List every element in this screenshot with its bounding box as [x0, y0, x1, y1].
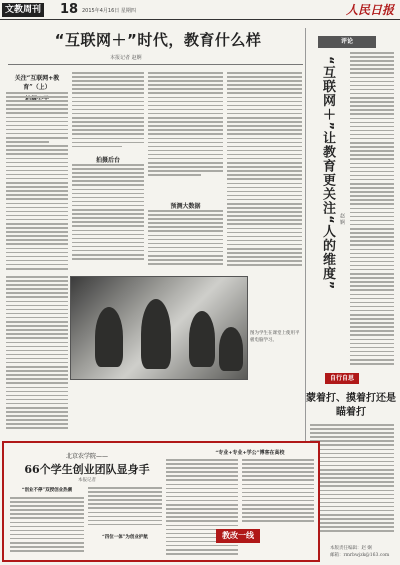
photo-figure [95, 307, 123, 367]
feature-title: 66个学生创业团队显身手 [24, 463, 150, 476]
lead-column-1 [6, 70, 68, 270]
section-tag: 文教周刊 [2, 3, 44, 17]
lead-headline: “互联网＋”时代，教育什么样 [54, 31, 262, 49]
section-heading: 关注“互联网+教育”（上） [14, 75, 60, 91]
issue-date: 2015年4月16日 星期四 [82, 8, 136, 14]
article-body [148, 210, 223, 267]
article-body [72, 72, 144, 150]
column-body [350, 52, 394, 370]
feature-column-2 [88, 487, 162, 559]
masthead [0, 0, 400, 20]
feature-kicker: 北京农学院—— [65, 453, 108, 460]
feature-column-1 [10, 487, 84, 559]
photo-figure [189, 311, 215, 367]
section-heading: “四位一体”为创业护航 [102, 535, 148, 540]
article-body [148, 72, 223, 178]
article-body [6, 92, 68, 270]
page-number: 18 [60, 2, 79, 17]
headline-rule [8, 64, 303, 65]
article-body [227, 72, 302, 269]
feature-column-3 [166, 459, 238, 559]
feature-badge: 教改一线 [216, 529, 260, 543]
article-body [72, 164, 144, 262]
photo-figure [219, 327, 243, 371]
lead-column-4 [227, 70, 302, 270]
article-body [6, 276, 68, 432]
sidebar-title: 蒙着打、摸着打还是瞄着打 [306, 393, 396, 418]
news-photo [70, 276, 248, 380]
sidebar-body [310, 424, 394, 540]
feature-author: 本报记者 [78, 478, 96, 483]
lead-column-1-lower [6, 276, 68, 436]
section-heading: 拍摄后台 [95, 157, 120, 164]
lead-byline: 本报记者 赵婀 [110, 55, 142, 61]
photo-figure [141, 299, 171, 369]
column-tag: 评论 [318, 36, 376, 48]
page-contact [330, 545, 389, 559]
column-author: 赵 婀 [339, 213, 345, 225]
section-heading: “创业不停”双授创业热潮 [21, 488, 73, 493]
section-heading: 预测大数据 [170, 203, 201, 210]
lead-column-2 [72, 70, 144, 270]
lead-column-3 [148, 70, 223, 270]
commentary-column [305, 28, 397, 448]
sidebar-tag: 自行自思 [325, 373, 359, 384]
newspaper-logo: 人民日报 [345, 3, 394, 17]
editor-credit: 本版责任编辑：赵 婀 [330, 546, 372, 551]
photo-caption: 图为学生在课堂上使用平板电脑学习。 [250, 331, 300, 343]
feature-story-box [2, 441, 320, 562]
feature-sub-title: “专业+专业+学公”博客在高校 [215, 450, 285, 456]
column-title: “互联网＋”让教育更关注“人的维度” [320, 56, 335, 291]
feature-column-4 [242, 459, 314, 525]
editor-email: 邮箱：rmrbwjzk@163.com [330, 553, 390, 558]
